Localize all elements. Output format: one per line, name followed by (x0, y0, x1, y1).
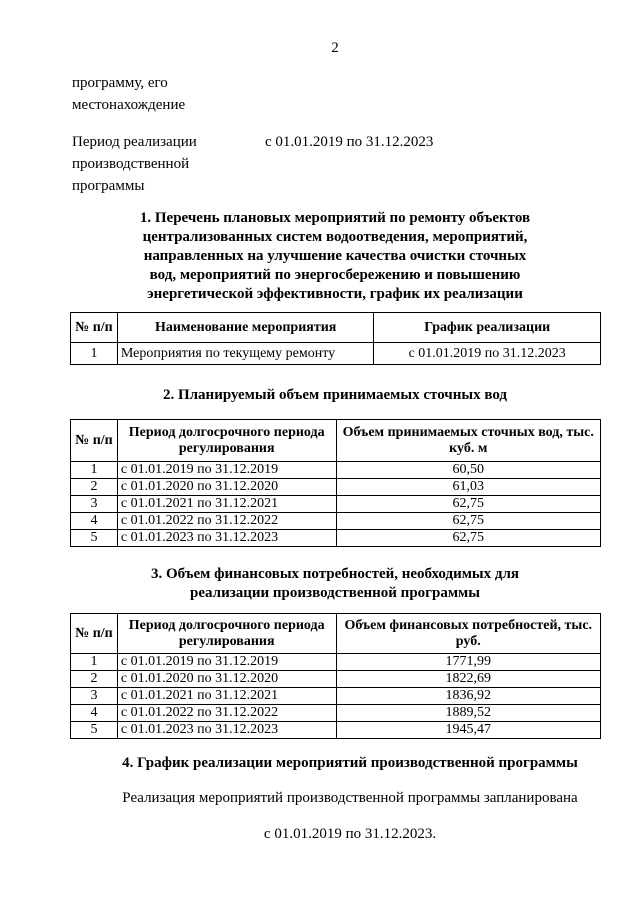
cell-period: с 01.01.2021 по 31.12.2021 (117, 496, 336, 513)
col-header-schedule: График реализации (374, 313, 601, 343)
measures-table (70, 312, 601, 365)
cell-number: 3 (71, 688, 118, 705)
table-row (71, 722, 601, 739)
period-value: с 01.01.2019 по 31.12.2023 (265, 134, 434, 150)
cell-number: 2 (71, 671, 118, 688)
cell-volume: 62,75 (336, 513, 600, 530)
table-row (71, 688, 601, 705)
col-header-period: Период долгосрочного периода регулирования (117, 420, 336, 462)
table-header-row (71, 614, 601, 654)
section-1-heading-line: энергетической эффективности, график их реализации (147, 286, 523, 302)
cell-number: 1 (71, 343, 118, 365)
cell-period: с 01.01.2019 по 31.12.2019 (117, 462, 336, 479)
cell-number: 3 (71, 496, 118, 513)
section-4-heading: 4. График реализации мероприятий производственной программы (122, 755, 578, 771)
cell-amount: 1889,52 (336, 705, 600, 722)
col-header-number: № п/п (71, 614, 118, 654)
table-row (71, 654, 601, 671)
col-header-name: Наименование мероприятия (117, 313, 374, 343)
section-3-heading (70, 565, 600, 603)
cell-volume: 62,75 (336, 496, 600, 513)
cell-volume: 61,03 (336, 479, 600, 496)
cell-period: с 01.01.2022 по 31.12.2022 (117, 513, 336, 530)
section-1-heading-line: 1. Перечень плановых мероприятий по ремонту объектов (139, 210, 531, 226)
table-row (71, 343, 601, 365)
col-header-number: № п/п (71, 420, 118, 462)
period-label-line-2: производственной (72, 156, 190, 172)
cell-schedule: с 01.01.2019 по 31.12.2023 (374, 343, 601, 365)
col-header-volume: Объем принимаемых сточных вод, тыс. куб. м (336, 420, 600, 462)
table-row (71, 479, 601, 496)
section-2-heading: 2. Планируемый объем принимаемых сточных вод (162, 387, 508, 403)
cell-number: 5 (71, 530, 118, 547)
cell-amount: 1771,99 (336, 654, 600, 671)
intro-line-1: программу, его (72, 75, 168, 91)
cell-number: 1 (71, 462, 118, 479)
table-row (71, 671, 601, 688)
page-number: 2 (331, 40, 339, 56)
table-row (71, 513, 601, 530)
section-1-heading-line: централизованных систем водоотведения, мероприятий, (142, 229, 528, 245)
cell-period: с 01.01.2020 по 31.12.2020 (117, 671, 336, 688)
section-3-heading-line: реализации производственной программы (190, 585, 480, 601)
cell-number: 4 (71, 513, 118, 530)
cell-period: с 01.01.2022 по 31.12.2022 (117, 705, 336, 722)
col-header-period: Период долгосрочного периода регулирования (117, 614, 336, 654)
cell-amount: 1822,69 (336, 671, 600, 688)
period-label-line-3: программы (72, 178, 145, 194)
section-3-heading-line: 3. Объем финансовых потребностей, необходимых для (150, 566, 520, 582)
section-1-heading-line: направленных на улучшение качества очистки сточных (143, 248, 527, 264)
cell-period: с 01.01.2023 по 31.12.2023 (117, 722, 336, 739)
cell-name: Мероприятия по текущему ремонту (117, 343, 374, 365)
cell-number: 2 (71, 479, 118, 496)
table-row (71, 496, 601, 513)
cell-period: с 01.01.2020 по 31.12.2020 (117, 479, 336, 496)
cell-volume: 62,75 (336, 530, 600, 547)
wastewater-volume-table (70, 419, 601, 547)
cell-number: 4 (71, 705, 118, 722)
table-row (71, 530, 601, 547)
col-header-number: № п/п (71, 313, 118, 343)
intro-line-2: местонахождение (72, 97, 186, 113)
cell-period: с 01.01.2019 по 31.12.2019 (117, 654, 336, 671)
cell-period: с 01.01.2021 по 31.12.2021 (117, 688, 336, 705)
period-label-line-1: Период реализации (72, 134, 197, 150)
section-1-heading-line: вод, мероприятий по энергосбережению и повышению (149, 267, 521, 283)
section-1-heading (70, 209, 600, 304)
cell-number: 1 (71, 654, 118, 671)
financial-needs-table (70, 613, 601, 739)
col-header-amount: Объем финансовых потребностей, тыс. руб. (336, 614, 600, 654)
cell-amount: 1945,47 (336, 722, 600, 739)
cell-volume: 60,50 (336, 462, 600, 479)
table-row (71, 705, 601, 722)
section-4-text-line-2: с 01.01.2019 по 31.12.2023. (263, 826, 437, 842)
table-header-row (71, 420, 601, 462)
table-row (71, 462, 601, 479)
table-header-row (71, 313, 601, 343)
section-4-text-line-1: Реализация мероприятий производственной программы запланирована (122, 790, 578, 806)
cell-period: с 01.01.2023 по 31.12.2023 (117, 530, 336, 547)
cell-number: 5 (71, 722, 118, 739)
cell-amount: 1836,92 (336, 688, 600, 705)
